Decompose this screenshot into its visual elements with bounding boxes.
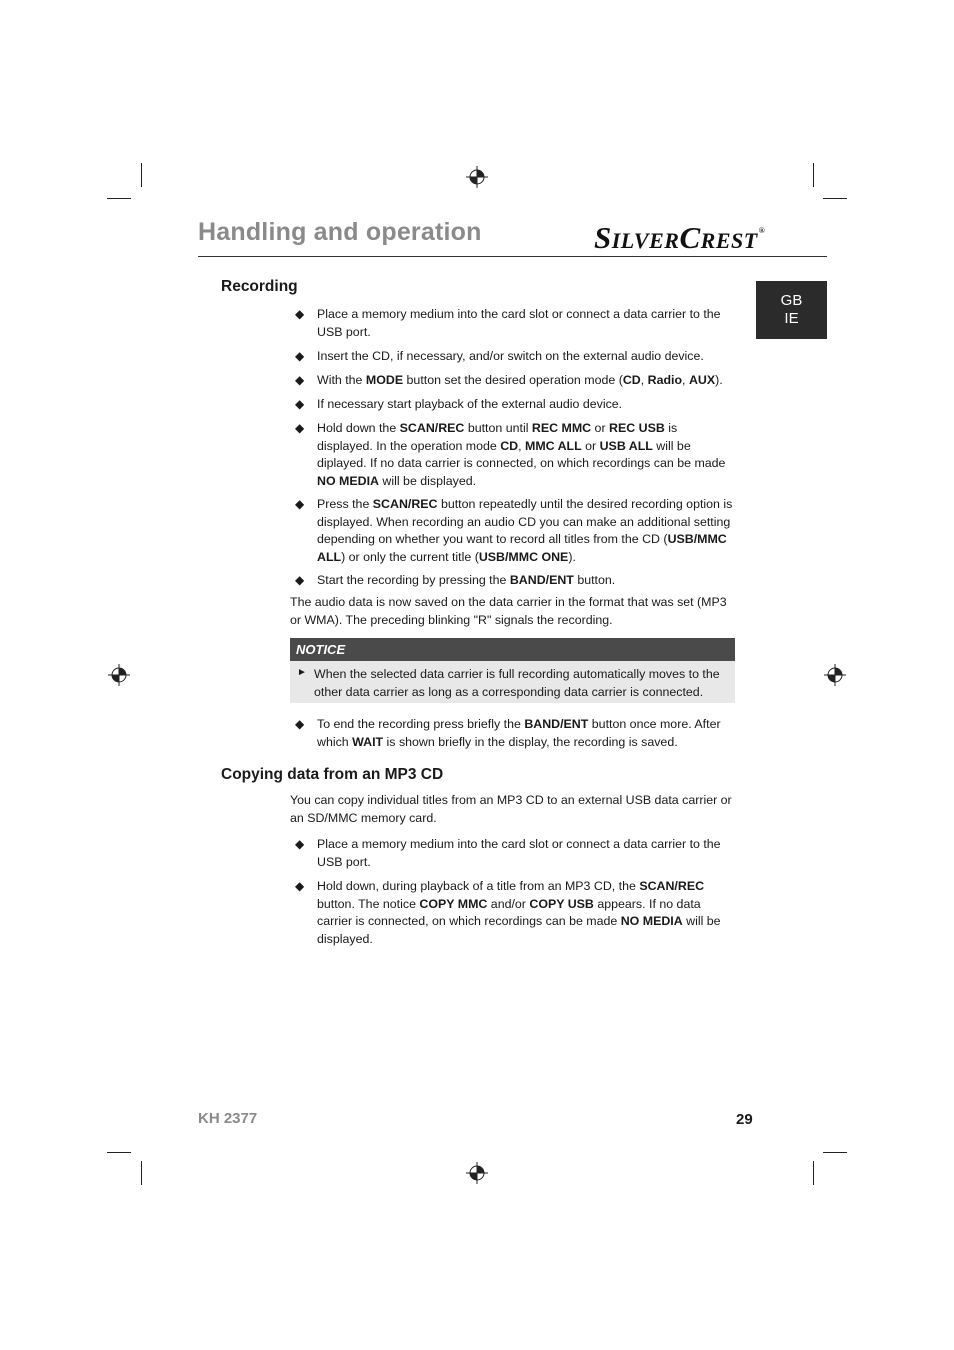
list-item-text: Hold down, during playback of a title from an MP3 CD, the SCAN/REC button. The notice COPY MMC and/or COPY USB appears. If no data carrier is connected, on which recordings can be made NO MEDIA will be displayed. (317, 879, 721, 946)
diamond-bullet-icon: ◆ (295, 397, 305, 411)
logo-letters: ILVER (611, 228, 680, 253)
crop-mark (823, 1152, 847, 1153)
registration-mark-icon (466, 166, 488, 188)
logo-letter: C (679, 220, 701, 255)
list-item-text: To end the recording press briefly the BAND/ENT button once more. After which WAIT is shown briefly in the display, the recording is saved. (317, 717, 721, 749)
crop-mark (813, 163, 814, 187)
section-heading-copying: Copying data from an MP3 CD (221, 766, 444, 783)
diamond-bullet-icon: ◆ (295, 879, 305, 893)
diamond-bullet-icon: ◆ (295, 373, 305, 387)
notice-label: NOTICE (290, 638, 735, 661)
registration-mark-icon (466, 1162, 488, 1184)
page-title: Handling and operation (198, 218, 482, 246)
registered-mark: ® (758, 226, 766, 235)
logo-letter: S (594, 220, 612, 255)
crop-mark (107, 198, 131, 199)
list-item-text: Insert the CD, if necessary, and/or switch on the external audio device. (317, 349, 704, 363)
crop-mark (813, 1161, 814, 1185)
registration-mark-icon (824, 664, 846, 686)
crop-mark (823, 198, 847, 199)
brand-logo (594, 220, 764, 256)
diamond-bullet-icon: ◆ (295, 307, 305, 321)
diamond-bullet-icon: ◆ (295, 421, 305, 435)
language-tab (756, 281, 827, 339)
notice-text: When the selected data carrier is full recording automatically moves to the other data carrier as long as a corresponding data carrier is connected. (314, 667, 720, 699)
crop-mark (107, 1152, 131, 1153)
diamond-bullet-icon: ◆ (295, 573, 305, 587)
header-rule (198, 256, 827, 257)
language-code: IE (784, 310, 799, 327)
list-item-text: Place a memory medium into the card slot or connect a data carrier to the USB port. (317, 307, 721, 339)
diamond-bullet-icon: ◆ (295, 497, 305, 511)
paragraph: You can copy individual titles from an MP3 CD to an external USB data carrier or an SD/MMC memory card. (290, 793, 732, 825)
list-item-text: Place a memory medium into the card slot or connect a data carrier to the USB port. (317, 837, 721, 869)
arrow-right-icon: ► (297, 667, 307, 678)
paragraph: The audio data is now saved on the data carrier in the format that was set (MP3 or WMA). The preceding blinking "R" signals the recording. (290, 595, 727, 627)
list-item-text: Hold down the SCAN/REC button until REC MMC or REC USB is displayed. In the operation mode CD, MMC ALL or USB ALL will be diplayed. If no data carrier is connected, on which recordings can be made NO MEDIA will be displayed. (317, 421, 726, 488)
logo-letters: REST (700, 228, 758, 253)
diamond-bullet-icon: ◆ (295, 717, 305, 731)
section-heading-recording: Recording (221, 278, 298, 295)
list-item-text: With the MODE button set the desired operation mode (CD, Radio, AUX). (317, 373, 723, 387)
page-number: 29 (736, 1111, 753, 1128)
list-item-text: Start the recording by pressing the BAND/ENT button. (317, 573, 616, 587)
diamond-bullet-icon: ◆ (295, 837, 305, 851)
crop-mark (141, 163, 142, 187)
list-item-text: If necessary start playback of the external audio device. (317, 397, 623, 411)
diamond-bullet-icon: ◆ (295, 349, 305, 363)
language-code: GB (780, 292, 803, 309)
crop-mark (141, 1161, 142, 1185)
model-number: KH 2377 (198, 1110, 258, 1127)
registration-mark-icon (108, 664, 130, 686)
list-item-text: Press the SCAN/REC button repeatedly until the desired recording option is displayed. When recording an audio CD you can make an additional setting depending on whether you want to record all titles from the CD (USB/MMC ALL) or only the current title (USB/MMC ONE). (317, 497, 733, 564)
